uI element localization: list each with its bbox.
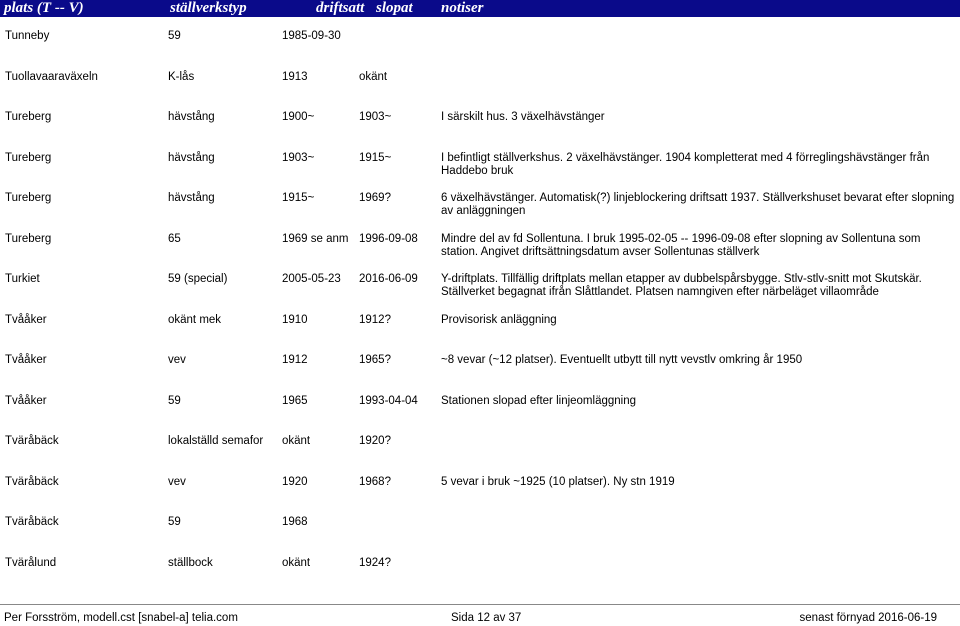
column-header-stallverkstyp: ställverkstyp	[170, 0, 247, 16]
cell-notiser: 5 vevar i bruk ~1925 (10 platser). Ny stn 1919	[441, 475, 675, 488]
cell-typ: ställbock	[168, 556, 213, 569]
cell-plats: Tureberg	[5, 232, 52, 245]
footer-updated: senast förnyad 2016-06-19	[799, 612, 937, 624]
table-row	[0, 463, 960, 504]
cell-plats: Tväråbäck	[5, 435, 59, 447]
cell-slopat: 1912?	[359, 313, 391, 326]
cell-notiser: ~8 vevar (~12 platser). Eventuellt utbytt till nytt vevstlv omkring år 1950	[441, 354, 803, 366]
cell-typ: hävstång	[168, 111, 215, 123]
cell-typ: 59	[168, 394, 181, 407]
cell-notiser: Y-driftplats. Tillfällig driftplats mellan etapper av dubbelspårsbygge. Stlv-stlv-snitt mot Skutskär. Ställverket begagnat ifrån Slåttlandet. Platsen namngiven efter närbeläget villaområde	[441, 273, 922, 298]
table-row	[0, 179, 960, 220]
cell-typ: okänt mek	[168, 313, 222, 326]
cell-driftsatt: 1968	[282, 516, 308, 528]
cell-typ: vev	[168, 354, 186, 366]
cell-notiser: Mindre del av fd Sollentuna. I bruk 1995-02-05 -- 1996-09-08 efter slopning av Sollentuna som station. Angivet driftsättningsdatum avser Sollentunas ställverk	[441, 232, 921, 258]
table-row	[0, 544, 960, 585]
cell-slopat: 1924?	[359, 556, 391, 569]
cell-plats: Tureberg	[5, 151, 52, 164]
table-row	[0, 341, 960, 382]
cell-plats: Tuollavaaraväxeln	[5, 70, 98, 83]
cell-plats: Turkiet	[5, 273, 40, 285]
cell-plats: Tvååker	[5, 313, 47, 326]
cell-plats: Tvååker	[5, 354, 47, 366]
cell-driftsatt: 2005-05-23	[282, 273, 341, 285]
table-row	[0, 301, 960, 342]
table-row	[0, 58, 960, 99]
cell-typ: hävstång	[168, 192, 215, 204]
cell-slopat: 1996-09-08	[359, 232, 418, 245]
cell-slopat: 1920?	[359, 435, 391, 447]
cell-slopat: 1965?	[359, 354, 391, 366]
cell-driftsatt: 1965	[282, 394, 308, 407]
cell-driftsatt: 1969 se anm	[282, 232, 349, 245]
cell-plats: Tunneby	[5, 30, 50, 42]
cell-plats: Tväråbäck	[5, 475, 59, 488]
cell-notiser: I befintligt ställverkshus. 2 växelhävstänger. 1904 kompletterat med 4 förreglingshävstänger från Haddebo bruk	[441, 151, 930, 177]
column-header-driftsatt: driftsatt	[316, 0, 365, 16]
cell-slopat: 1968?	[359, 475, 391, 488]
cell-slopat: 1969?	[359, 192, 391, 204]
cell-driftsatt: 1913	[282, 70, 308, 83]
table-row	[0, 382, 960, 423]
cell-driftsatt: okänt	[282, 435, 311, 447]
cell-plats: Tvärålund	[5, 556, 57, 569]
cell-plats: Tureberg	[5, 192, 52, 204]
cell-typ: 59 (special)	[168, 273, 228, 285]
cell-typ: vev	[168, 475, 186, 488]
cell-driftsatt: okänt	[282, 556, 311, 569]
cell-typ: 59	[168, 30, 181, 42]
cell-notiser: Provisorisk anläggning	[441, 313, 557, 326]
column-header-slopat: slopat	[376, 0, 413, 16]
table-header	[0, 0, 960, 17]
footer-author: Per Forsström, modell.cst [snabel-a] telia.com	[4, 612, 238, 624]
cell-driftsatt: 1920	[282, 475, 308, 488]
footer-page-number: Sida 12 av 37	[451, 612, 522, 624]
cell-notiser: I särskilt hus. 3 växelhävstänger	[441, 111, 605, 123]
table-row	[0, 98, 960, 139]
cell-typ: 65	[168, 232, 181, 245]
cell-typ: 59	[168, 516, 181, 528]
table-row	[0, 260, 960, 301]
cell-notiser: 6 växelhävstänger. Automatisk(?) linjeblockering driftsatt 1937. Ställverkshuset bevarat efter slopning av anläggningen	[441, 192, 955, 217]
cell-plats: Tureberg	[5, 111, 52, 123]
table-row	[0, 220, 960, 261]
column-header-plats: plats (T -- V)	[4, 0, 84, 16]
cell-driftsatt: 1903~	[282, 151, 315, 164]
table-row	[0, 17, 960, 58]
cell-typ: hävstång	[168, 151, 215, 164]
table-row	[0, 422, 960, 463]
cell-plats: Tvååker	[5, 394, 47, 407]
cell-typ: K-lås	[168, 70, 195, 83]
column-header-notiser: notiser	[441, 0, 484, 16]
cell-plats: Tväråbäck	[5, 516, 59, 528]
cell-slopat: 1915~	[359, 151, 392, 164]
cell-driftsatt: 1915~	[282, 192, 315, 204]
cell-driftsatt: 1900~	[282, 111, 315, 123]
cell-slopat: 2016-06-09	[359, 273, 418, 285]
cell-typ: lokalställd semafor	[168, 435, 264, 447]
cell-driftsatt: 1985-09-30	[282, 30, 341, 42]
cell-driftsatt: 1910	[282, 313, 308, 326]
table-row	[0, 139, 960, 180]
cell-driftsatt: 1912	[282, 354, 308, 366]
cell-slopat: 1903~	[359, 111, 392, 123]
cell-slopat: 1993-04-04	[359, 394, 418, 407]
cell-slopat: okänt	[359, 70, 388, 83]
page-footer	[0, 604, 960, 626]
cell-notiser: Stationen slopad efter linjeomläggning	[441, 394, 636, 407]
table-body	[0, 17, 960, 584]
table-row	[0, 503, 960, 544]
